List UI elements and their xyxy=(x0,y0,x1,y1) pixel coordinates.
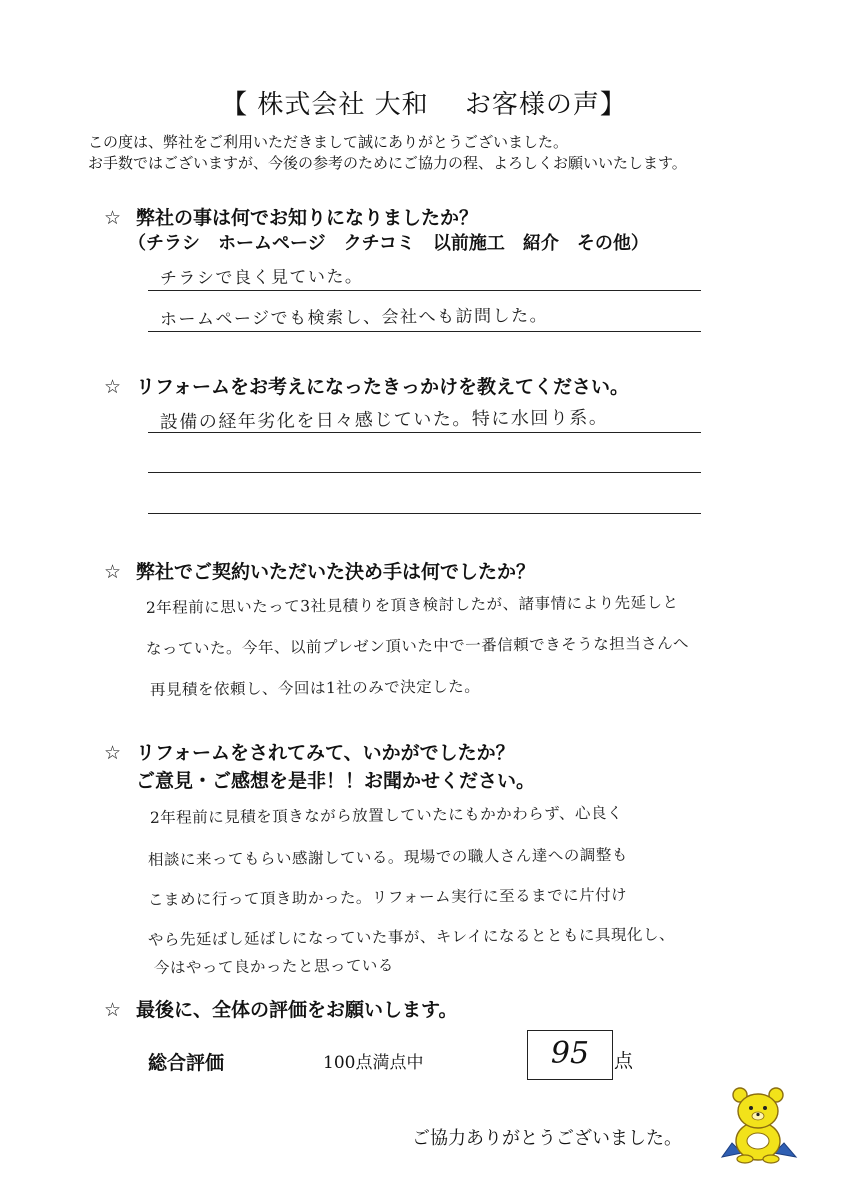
closing-thanks: ご協力ありがとうございました。 xyxy=(412,1128,682,1149)
star-icon: ☆ xyxy=(104,207,122,229)
bear-mascot-icon xyxy=(718,1083,798,1165)
question-5 xyxy=(104,995,457,1022)
answer-3-line-1: 2年程前に思いたって3社見積りを頂き検討したが、諸事情により先延しと xyxy=(145,593,679,618)
question-2-text: リフォームをお考えになったきっかけを教えてください。 xyxy=(136,376,630,398)
answer-4-line-5: 今はやって良かったと思っている xyxy=(153,956,394,978)
answer-4-line-3: こまめに行って頂き助かった。リフォーム実行に至るまでに片付け xyxy=(147,885,628,910)
question-4-text: リフォームをされてみて、いかがでしたか？ xyxy=(136,742,515,764)
score-unit: 点 xyxy=(614,1050,634,1072)
answer-4-line-1: 2年程前に見積を頂きながら放置していたにもかかわらず、心良く xyxy=(149,804,624,828)
question-1-text: 弊社の事は何でお知りになりましたか？ xyxy=(136,207,479,229)
intro-line-2: お手数ではございますが、今後の参考のためにご協力の程、よろしくお願いいたします。 xyxy=(88,154,687,172)
question-3-text: 弊社でご契約いただいた決め手は何でしたか？ xyxy=(136,561,536,583)
answer-line xyxy=(148,472,701,473)
page-title: 【 株式会社 大和 お客様の声】 xyxy=(221,90,627,120)
answer-line xyxy=(148,331,701,332)
star-icon: ☆ xyxy=(104,561,122,583)
answer-1-line-2: ホームページでも検索し、会社へも訪問した。 xyxy=(159,305,549,330)
star-icon: ☆ xyxy=(104,742,122,764)
overall-rating-label: 総合評価 xyxy=(148,1052,225,1074)
score-value: 95 xyxy=(550,1036,590,1071)
question-4-sub: ご意見・ご感想を是非！！お聞かせください。 xyxy=(136,770,536,792)
answer-2-line-1: 設備の経年劣化を日々感じていた。特に水回り系。 xyxy=(159,407,609,434)
question-1-options: （チラシ ホームページ クチコミ 以前施工 紹介 その他） xyxy=(128,233,649,254)
question-4 xyxy=(104,738,515,765)
intro-line-1: この度は、弊社をご利用いただきまして誠にありがとうございました。 xyxy=(88,133,569,151)
answer-1-line-1: チラシで良く見ていた。 xyxy=(159,266,364,289)
question-1 xyxy=(104,203,478,230)
question-5-text: 最後に、全体の評価をお願いします。 xyxy=(136,999,458,1021)
star-icon: ☆ xyxy=(104,999,122,1021)
answer-line xyxy=(148,290,701,291)
answer-4-line-4: やら先延ばし延ばしになっていた事が、キレイになるとともに具現化し、 xyxy=(147,925,676,950)
question-2 xyxy=(104,372,629,399)
answer-line xyxy=(148,513,701,514)
rating-scale: 100点満点中 xyxy=(323,1053,424,1073)
answer-4-line-2: 相談に来ってもらい感謝している。現場での職人さん達への調整も xyxy=(147,845,628,870)
question-3 xyxy=(104,557,535,584)
answer-3-line-2: なっていた。今年、以前プレゼン頂いた中で一番信頼できそうな担当さんへ xyxy=(145,634,690,659)
answer-3-line-3: 再見積を依頼し、今回は1社のみで決定した。 xyxy=(149,677,481,700)
star-icon: ☆ xyxy=(104,376,122,398)
